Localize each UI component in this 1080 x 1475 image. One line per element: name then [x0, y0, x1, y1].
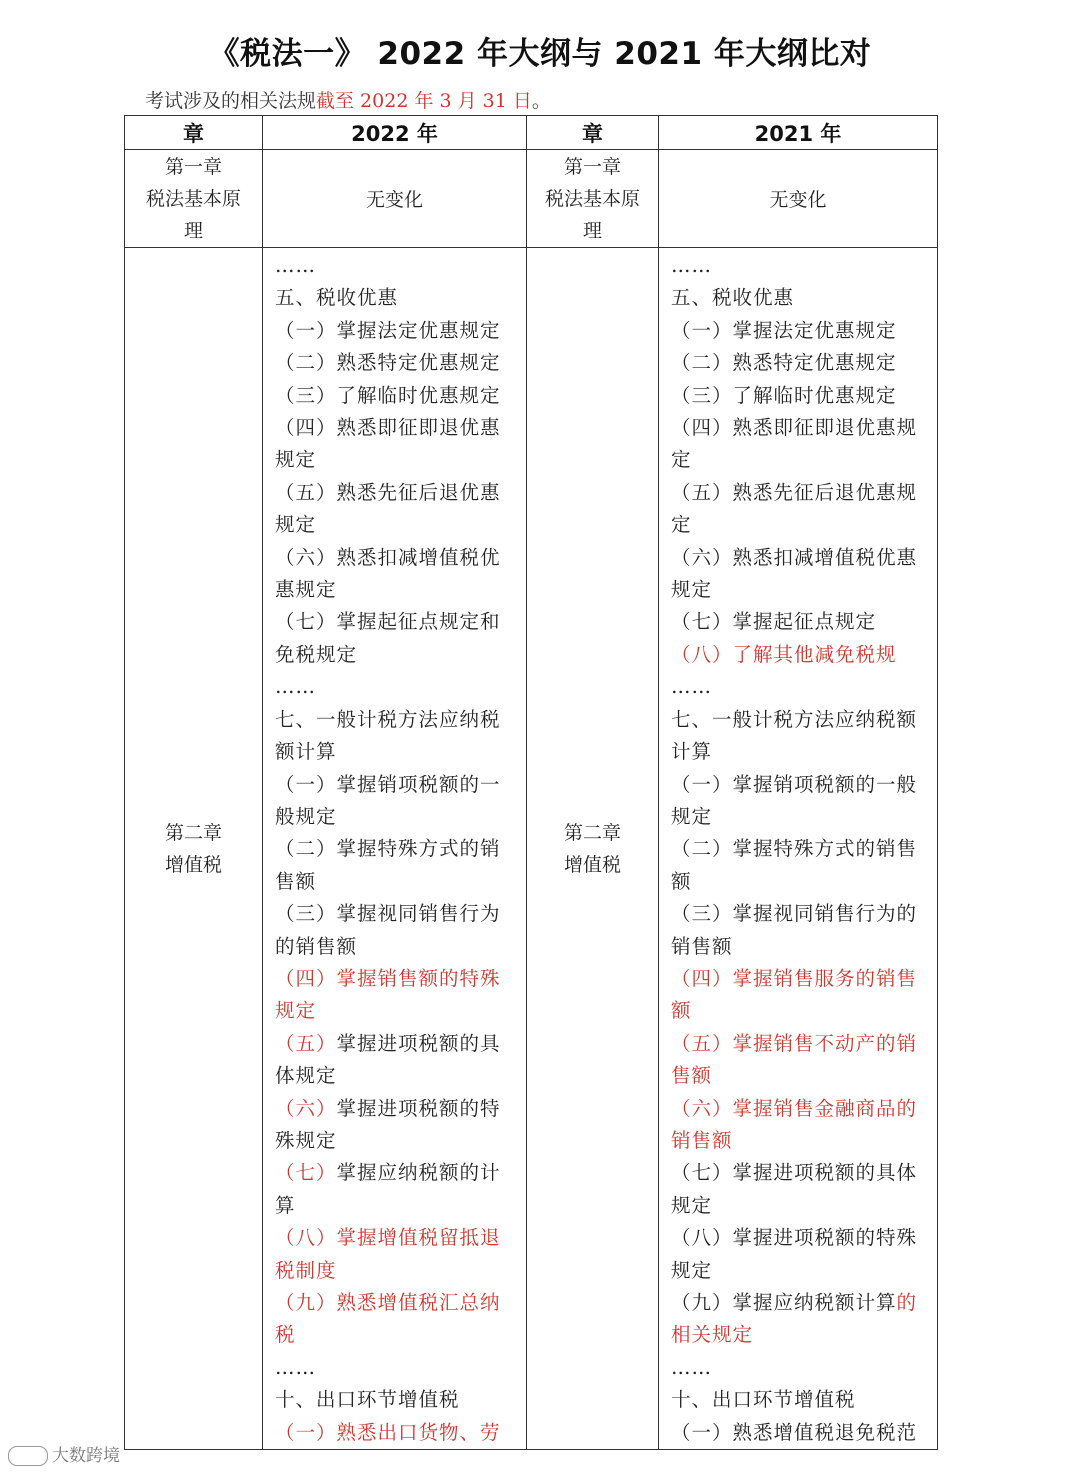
chapter-name	[527, 151, 658, 247]
outline-line: 七、一般计税方法应纳税	[275, 707, 501, 731]
outline-line: 十、出口环节增值税	[671, 1388, 856, 1412]
footer-watermark	[8, 1441, 120, 1466]
outline-segment: 掌握进项税额的特	[336, 1096, 501, 1120]
outline-line: 规定	[275, 999, 317, 1023]
chapter-line: 税法基本原	[145, 187, 241, 210]
header-chapter-2021: 章	[527, 116, 659, 150]
outline-line: （三）了解临时优惠规定	[275, 383, 501, 407]
note-suffix: 。	[531, 90, 551, 112]
outline-line: 额计算	[275, 740, 337, 764]
outline-line: 规定	[671, 1193, 713, 1217]
outline-line: 惠规定	[275, 578, 337, 602]
outline-line: （三）掌握视同销售行为的	[671, 902, 918, 926]
note-date-highlight: 截至 2022 年 3 月 31 日	[316, 90, 532, 112]
outline-line: 般规定	[275, 804, 337, 828]
page-title: 《税法一》 2022 年大纲与 2021 年大纲比对	[208, 36, 872, 72]
outline-line	[275, 1417, 514, 1449]
chapter-1-cell-2021	[527, 150, 659, 248]
outline-line: （八）了解其他减免税规	[671, 642, 897, 666]
outline-line: （二）熟悉特定优惠规定	[275, 351, 501, 375]
outline-line: 销售额	[671, 1128, 733, 1152]
outline-line: （一）掌握销项税额的一般	[671, 772, 918, 796]
chapter-line: 理	[582, 219, 602, 242]
outline-line: （九）熟悉增值税汇总纳	[275, 1291, 501, 1314]
outline-line: 定	[671, 448, 692, 472]
table-row	[125, 150, 938, 248]
outline-segment: （九）掌握应纳税额计算	[671, 1291, 897, 1314]
outline-segment: （六）	[275, 1096, 337, 1120]
outline-segment: 的	[896, 1291, 918, 1314]
outline-segment: （五）	[275, 1031, 337, 1055]
outline-line: （七）掌握起征点规定	[671, 610, 877, 634]
chapter-line: 第二章	[164, 821, 222, 844]
outline-line: 规定	[275, 448, 317, 472]
outline-segment: （七）	[275, 1161, 337, 1185]
outline-line: 七、一般计税方法应纳税额	[671, 707, 918, 731]
outline-line: （六）掌握销售金融商品的	[671, 1096, 918, 1120]
outline-line: 五、税收优惠	[275, 286, 399, 310]
chapter-name	[125, 151, 262, 247]
outline-line: （五）掌握销售不动产的销	[671, 1031, 918, 1055]
outline-line	[275, 1093, 514, 1125]
outline-2022-cell	[263, 248, 527, 1450]
chapter-2-cell-2021	[527, 248, 659, 1450]
note-prefix: 考试涉及的相关法规	[145, 90, 317, 112]
outline-line: （四）熟悉即征即退优惠规	[671, 416, 918, 440]
outline-line: （七）掌握起征点规定和	[275, 610, 501, 634]
regulation-note	[145, 86, 551, 113]
chapter-line: 增值税	[563, 853, 621, 876]
table-row	[125, 248, 938, 1450]
outline-line: 售额	[671, 1064, 713, 1088]
chapter-line: 第一章	[164, 155, 222, 178]
outline-line: （二）熟悉特定优惠规定	[671, 351, 897, 375]
outline-line: ……	[671, 254, 712, 277]
outline-line: （四）掌握销售服务的销售	[671, 966, 918, 990]
chapter-line: 第二章	[563, 821, 621, 844]
chapter-2-cell-2022	[125, 248, 263, 1450]
chapter-line: 第一章	[563, 155, 621, 178]
outline-line: ……	[671, 675, 712, 699]
outline-2021-list	[659, 248, 937, 1449]
outline-line: （八）掌握进项税额的特殊	[671, 1226, 918, 1250]
outline-line: （二）掌握特殊方式的销	[275, 837, 501, 861]
header-year-2021: 2021 年	[659, 116, 938, 150]
outline-line: ……	[275, 254, 316, 277]
chapter-line: 理	[183, 219, 203, 242]
outline-line: 税制度	[275, 1258, 337, 1282]
outline-line: 额	[671, 869, 692, 893]
chapter-line: 税法基本原	[544, 187, 640, 210]
outline-segment: 掌握应纳税额的计	[336, 1161, 501, 1185]
outline-line: （五）熟悉先征后退优惠规	[671, 480, 918, 504]
outline-line: 相关规定	[671, 1323, 754, 1347]
header-chapter-2022: 章	[125, 116, 263, 150]
outline-line: 规定	[671, 578, 713, 602]
outline-line: 规定	[671, 1258, 713, 1282]
header-year-2022: 2022 年	[263, 116, 527, 150]
outline-line: 免税规定	[275, 642, 358, 666]
outline-line: （三）了解临时优惠规定	[671, 383, 897, 407]
outline-line: 规定	[671, 804, 713, 828]
chapter-1-cell-2022	[125, 150, 263, 248]
outline-line: （四）掌握销售额的特殊	[275, 966, 501, 990]
outline-line: 的销售额	[275, 934, 358, 958]
outline-line: （六）熟悉扣减增值税优惠	[671, 545, 918, 569]
outline-segment: 掌握进项税额的具	[336, 1031, 501, 1055]
outline-line: （一）熟悉增值税退免税范	[671, 1420, 918, 1444]
outline-line: 十、出口环节增值税	[275, 1388, 460, 1412]
outline-segment: （一）熟悉出口货物、劳	[275, 1420, 501, 1444]
outline-line: 五、税收优惠	[671, 286, 795, 310]
outline-line: ……	[275, 1355, 316, 1379]
outline-line: 售额	[275, 869, 317, 893]
outline-line: 规定	[275, 513, 317, 537]
outline-line: （四）熟悉即征即退优惠	[275, 416, 501, 440]
outline-line: 定	[671, 513, 692, 537]
outline-line: （六）熟悉扣减增值税优	[275, 545, 501, 569]
outline-line: ……	[275, 675, 316, 699]
header-row	[125, 116, 938, 150]
outline-line: （八）掌握增值税留抵退	[275, 1226, 501, 1250]
outline-line: 体规定	[275, 1064, 337, 1088]
outline-line: 殊规定	[275, 1128, 337, 1152]
outline-line: （二）掌握特殊方式的销售	[671, 837, 918, 861]
outline-line: （七）掌握进项税额的具体	[671, 1161, 918, 1185]
outline-line: 额	[671, 999, 692, 1023]
outline-line: 销售额	[671, 934, 733, 958]
outline-line: 税	[275, 1323, 296, 1347]
outline-line	[275, 1157, 514, 1189]
outline-line: （一）掌握法定优惠规定	[275, 318, 501, 342]
outline-line	[275, 1028, 514, 1060]
outline-line	[671, 1287, 925, 1319]
syllabus-comparison-table	[124, 115, 938, 1450]
outline-line: 算	[275, 1193, 296, 1217]
outline-line: ……	[671, 1355, 712, 1379]
no-change-2021: 无变化	[659, 150, 938, 248]
footer-brand: 大数跨境	[52, 1446, 120, 1466]
outline-line: （一）掌握法定优惠规定	[671, 318, 897, 342]
outline-line: （五）熟悉先征后退优惠	[275, 480, 501, 504]
outline-line: （一）掌握销项税额的一	[275, 772, 501, 796]
outline-line: （三）掌握视同销售行为	[275, 902, 501, 926]
outline-line: 计算	[671, 740, 713, 764]
no-change-2022: 无变化	[263, 150, 527, 248]
chapter-line: 增值税	[164, 853, 222, 876]
outline-2022-list	[263, 248, 526, 1449]
brand-logo-icon	[8, 1446, 48, 1466]
outline-2021-cell	[659, 248, 938, 1450]
